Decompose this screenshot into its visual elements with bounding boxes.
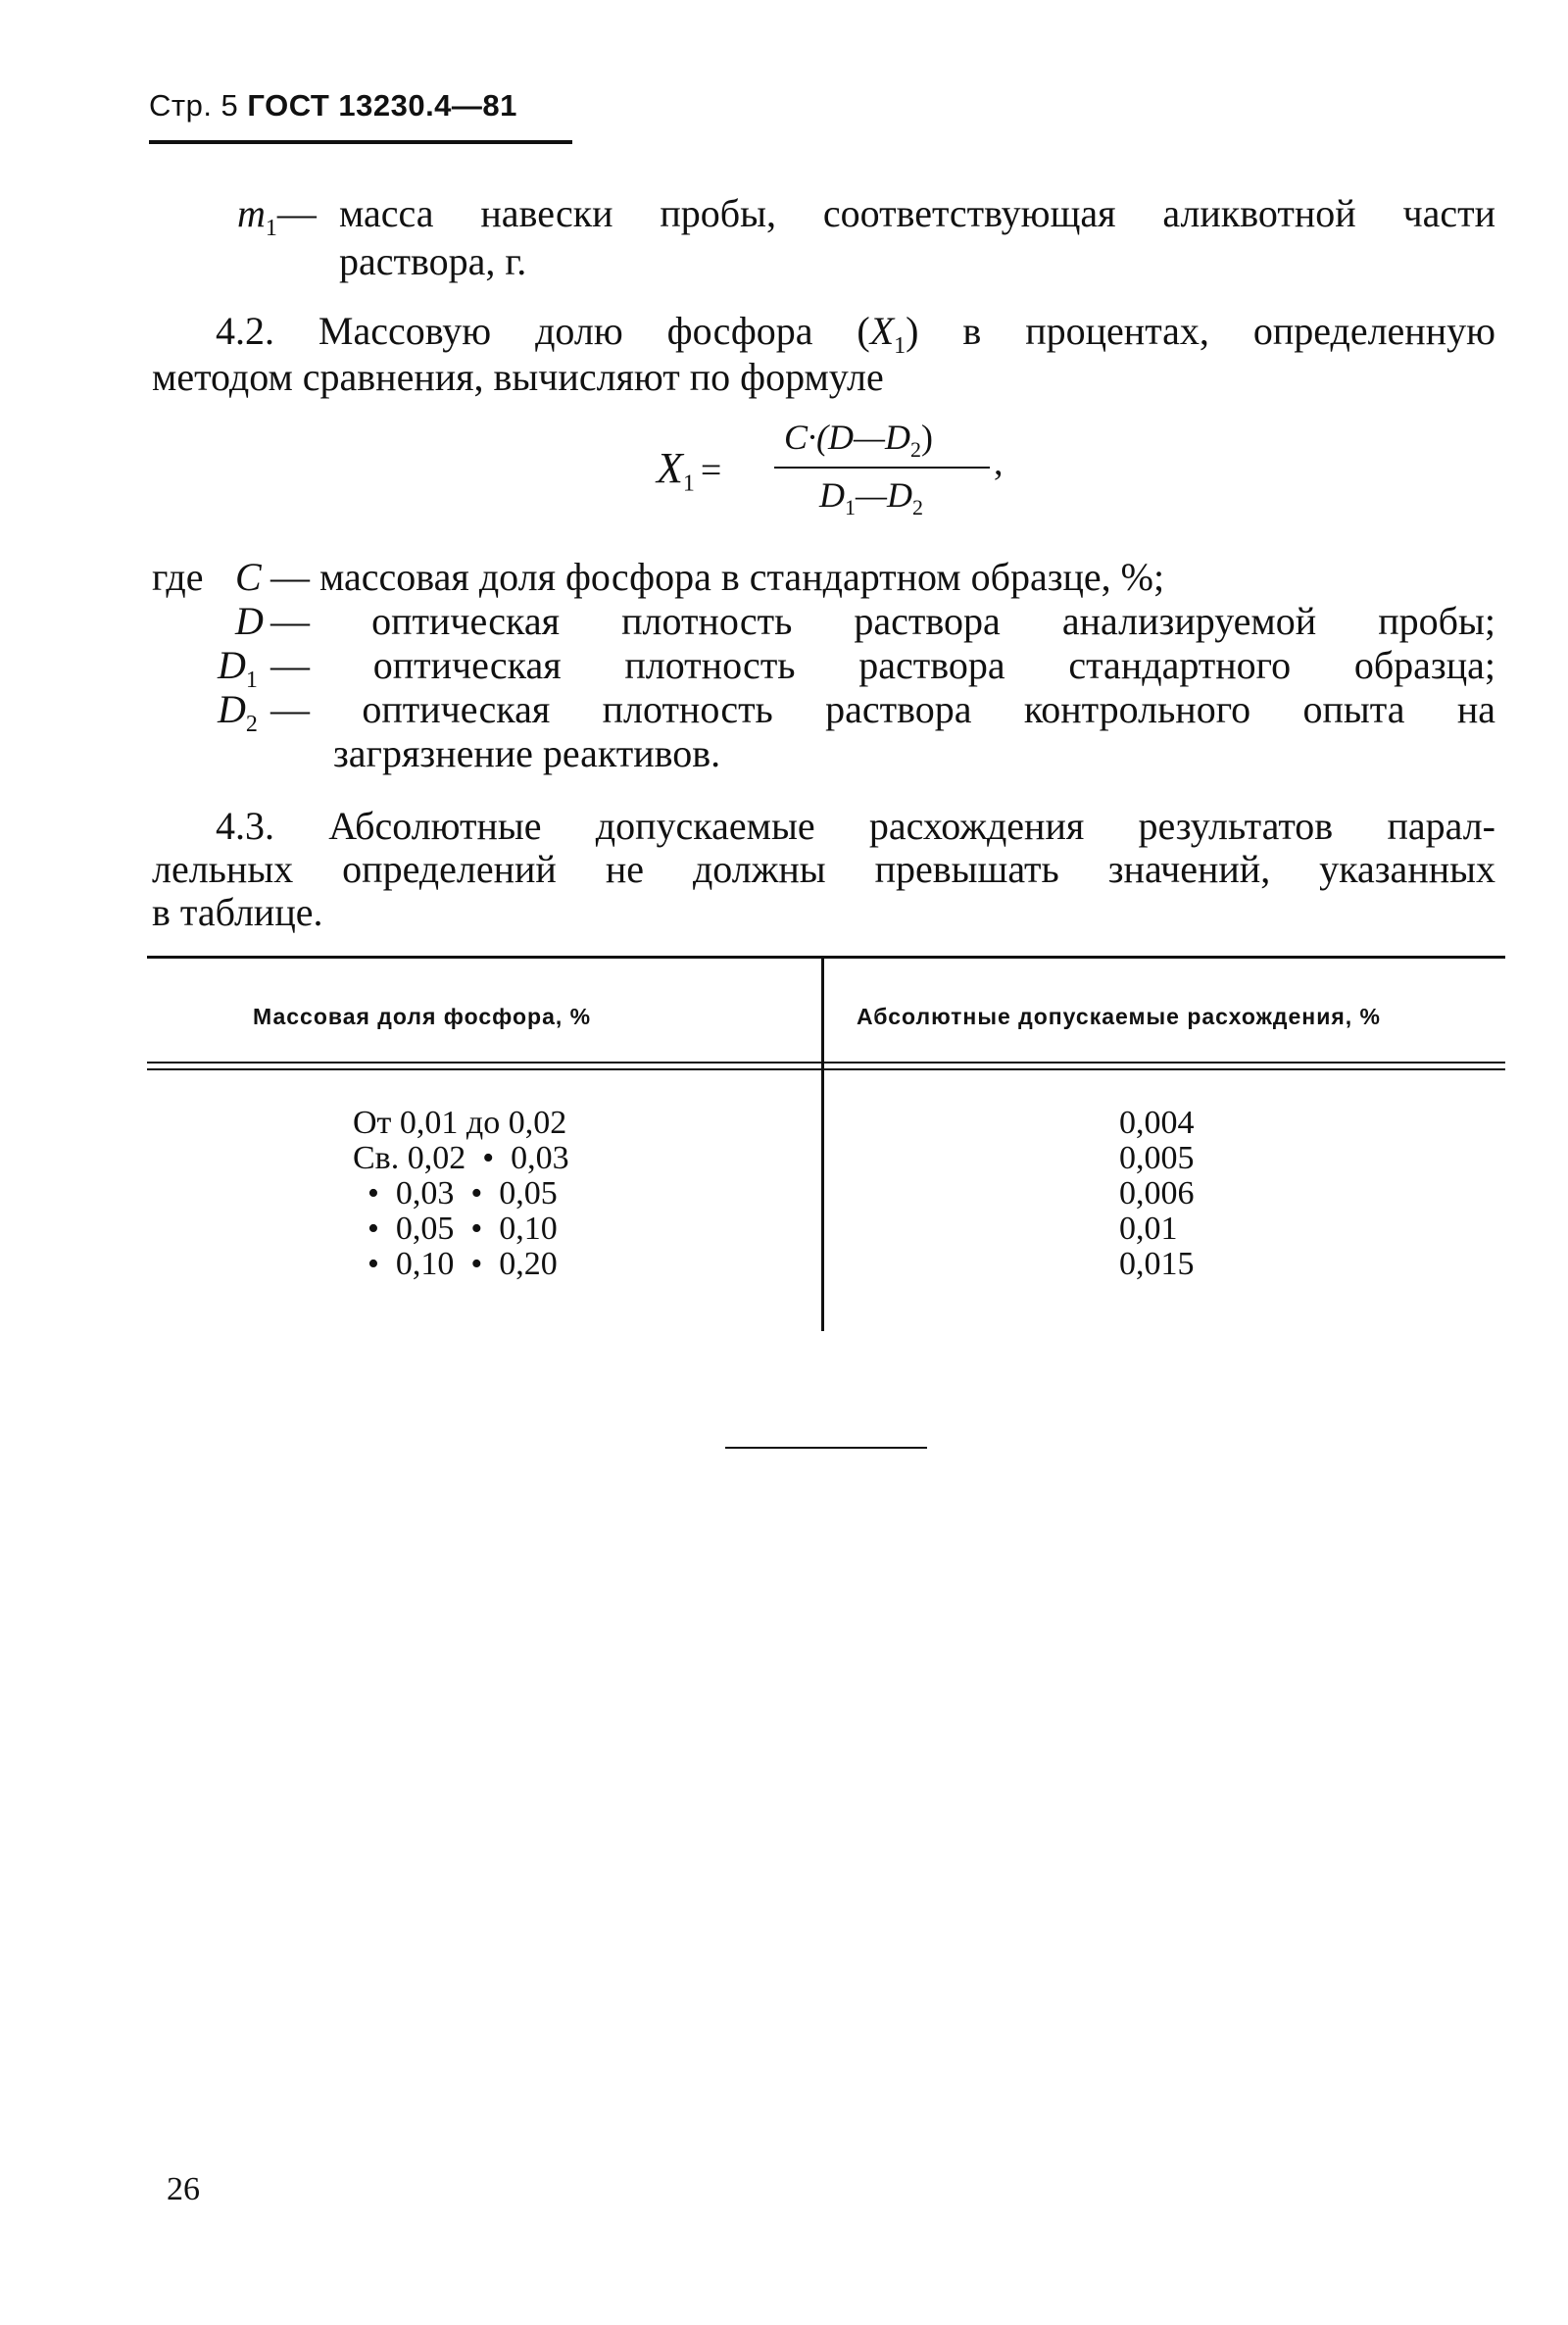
- m1-definition-line1: масса навески пробы, соответствующая аликвотной части: [339, 191, 1495, 235]
- cell-tolerance: 0,004: [1119, 1105, 1195, 1141]
- table-column-divider: [821, 959, 824, 1331]
- formula-numerator-subscript: 2: [910, 437, 922, 463]
- section-4-3-line3: в таблице.: [152, 890, 323, 934]
- formula-x-symbol: X: [657, 444, 683, 492]
- table-header-rule-1: [147, 1062, 1505, 1064]
- table-top-rule: [147, 956, 1505, 959]
- table-row: [368, 1247, 558, 1282]
- where-item-d-text: — оптическая плотность раствора анализируемой пробы;: [270, 599, 1495, 643]
- where-item-c-symbol: [235, 555, 262, 600]
- where-continuation: загрязнение реактивов.: [333, 731, 721, 775]
- cell-tolerance: 0,005: [1119, 1140, 1195, 1176]
- section-4-2-text-pre: 4.2. Массовую долю фосфора (: [216, 309, 870, 353]
- table-row: [368, 1212, 558, 1247]
- d1-symbol: D: [218, 643, 246, 687]
- where-item-d1-text: — оптическая плотность раствора стандартного образца;: [270, 643, 1495, 687]
- section-4-2-line2: методом сравнения, вычисляют по формуле: [152, 355, 884, 399]
- c-symbol: C: [235, 555, 262, 599]
- formula-numerator: [784, 417, 933, 463]
- where-item-d2-symbol: [218, 687, 258, 747]
- table-row: [353, 1106, 566, 1141]
- cell-tolerance: 0,015: [1119, 1246, 1195, 1282]
- page-header: [149, 88, 517, 124]
- formula-numerator-close: ): [921, 418, 934, 457]
- x1-subscript: 1: [894, 333, 906, 359]
- section-4-3-line2: лельных определений не должны превышать значений, указанных: [152, 847, 1495, 891]
- d2-subscript: 2: [245, 712, 258, 737]
- m1-symbol: m: [237, 191, 266, 235]
- table-row: [368, 1176, 558, 1212]
- formula-equals: =: [700, 450, 722, 491]
- cell-range: От 0,01 до 0,02: [353, 1105, 567, 1141]
- formula-denominator-d2-sub: 2: [912, 495, 924, 520]
- section-4-3-line1: 4.3. Абсолютные допускаемые расхождения результатов парал-: [216, 804, 1495, 848]
- m1-definition-symbol: [237, 191, 317, 251]
- d-symbol: D: [235, 599, 264, 643]
- page-label: Стр. 5: [149, 88, 239, 123]
- where-item-c-text: — массовая доля фосфора в стандартном образце, %;: [270, 555, 1165, 599]
- cell-range: • 0,10 • 0,20: [368, 1246, 558, 1282]
- m1-dash: —: [276, 191, 317, 235]
- formula-lhs: [657, 443, 721, 498]
- m1-subscript: 1: [265, 216, 277, 241]
- formula-x-subscript: 1: [682, 470, 695, 497]
- table-header-tolerance: Абсолютные допускаемые расхождения, %: [857, 1004, 1381, 1029]
- formula-denominator-d1-sub: 1: [845, 495, 856, 520]
- page-number: 26: [167, 2171, 200, 2207]
- cell-range: • 0,03 • 0,05: [368, 1175, 558, 1212]
- d2-symbol: D: [218, 687, 246, 731]
- header-divider: [149, 140, 572, 144]
- cell-range: • 0,05 • 0,10: [368, 1211, 558, 1247]
- table-row: [353, 1141, 569, 1176]
- cell-tolerance: 0,01: [1119, 1211, 1178, 1247]
- formula-denominator-d: D: [819, 475, 845, 515]
- table-header-rule-2: [147, 1068, 1505, 1070]
- d1-subscript: 1: [245, 668, 258, 693]
- x1-symbol: X: [869, 309, 895, 353]
- section-end-rule: [725, 1447, 927, 1449]
- section-4-2-text-post: ) в процентах, определенную: [906, 309, 1495, 353]
- cell-tolerance: 0,006: [1119, 1175, 1195, 1212]
- where-item-d-symbol: [235, 599, 264, 644]
- where-intro: где: [152, 555, 204, 599]
- where-item-d2-text: — оптическая плотность раствора контрольного опыта на: [270, 687, 1495, 731]
- formula-fraction-bar: [774, 467, 990, 469]
- formula-numerator-text: C·(D—D: [784, 418, 911, 457]
- cell-range: Св. 0,02 • 0,03: [353, 1140, 569, 1176]
- table-header-mass-fraction: Массовая доля фосфора, %: [253, 1004, 592, 1029]
- formula-denominator: [819, 474, 923, 520]
- m1-definition-line2: раствора, г.: [339, 239, 527, 283]
- formula-denominator-dash: —D: [856, 475, 913, 515]
- standard-number: ГОСТ 13230.4—81: [247, 88, 517, 123]
- formula-trailing-comma: ,: [994, 442, 1004, 483]
